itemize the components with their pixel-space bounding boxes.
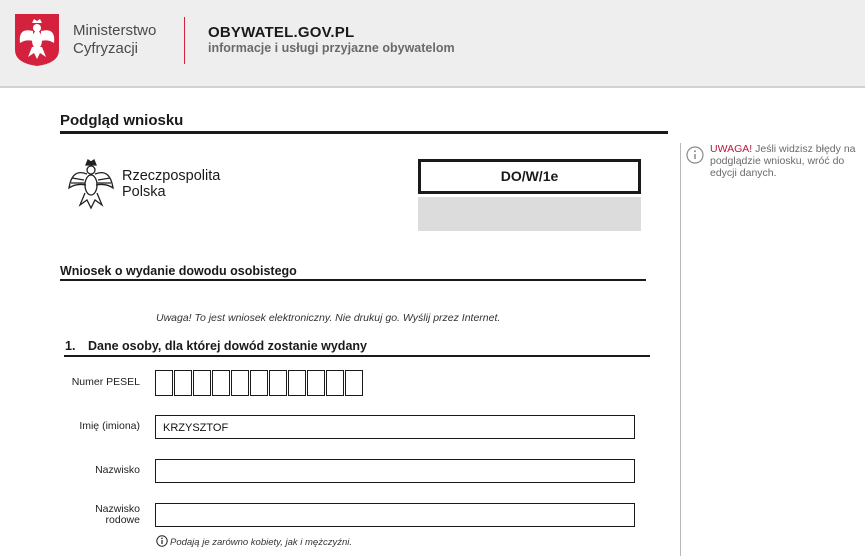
pesel-label: Numer PESEL — [71, 376, 140, 388]
surname-label: Nazwisko — [95, 464, 140, 476]
info-icon — [686, 146, 704, 164]
site-header — [0, 0, 865, 88]
polish-eagle-icon — [66, 156, 116, 210]
pesel-digit-box[interactable] — [174, 370, 192, 396]
warning-text: Jeśli widzisz błędy na podglądzie wniosku, wróć do edycji danych. — [710, 143, 856, 179]
family-name-hint: Podają je zarówno kobiety, jak i mężczyźni. — [170, 537, 352, 548]
family-name-field[interactable] — [155, 503, 635, 527]
section-title: Dane osoby, dla której dowód zostanie wydany — [88, 339, 367, 353]
sidebar-divider — [680, 143, 681, 556]
family-name-label: Nazwisko rodowe — [95, 503, 140, 526]
header-divider — [184, 17, 185, 64]
form-title-divider — [60, 279, 646, 281]
form-id-placeholder — [418, 197, 641, 231]
section-divider — [64, 355, 650, 357]
pesel-digit-box[interactable] — [326, 370, 344, 396]
first-names-field[interactable]: KRZYSZTOF — [155, 415, 635, 439]
form-title: Wniosek o wydanie dowodu osobistego — [60, 264, 297, 278]
info-icon — [156, 535, 168, 547]
pesel-digit-box[interactable] — [288, 370, 306, 396]
electronic-notice: Uwaga! To jest wniosek elektroniczny. Nie drukuj go. Wyślij przez Internet. — [156, 312, 501, 324]
pesel-digit-box[interactable] — [269, 370, 287, 396]
first-names-label: Imię (imiona) — [79, 420, 140, 432]
pesel-digit-box[interactable] — [212, 370, 230, 396]
ministry-name[interactable]: Ministerstwo Cyfryzacji — [73, 22, 157, 57]
pesel-digit-box[interactable] — [155, 370, 173, 396]
portal-subtitle: informacje i usługi przyjazne obywatelom — [208, 41, 455, 55]
pesel-digit-box[interactable] — [193, 370, 211, 396]
title-divider — [60, 131, 668, 134]
warning-label: UWAGA! — [710, 143, 753, 155]
country-name: Rzeczpospolita Polska — [122, 168, 221, 200]
form-code: DO/W/1e — [418, 159, 641, 194]
section-number: 1. — [65, 339, 76, 353]
polish-eagle-red-icon[interactable] — [14, 13, 60, 67]
pesel-digit-box[interactable] — [250, 370, 268, 396]
pesel-digit-box[interactable] — [345, 370, 363, 396]
portal-title[interactable]: OBYWATEL.GOV.PL — [208, 24, 355, 41]
preview-warning — [710, 143, 860, 179]
surname-field[interactable] — [155, 459, 635, 483]
pesel-digit-box[interactable] — [231, 370, 249, 396]
pesel-digit-box[interactable] — [307, 370, 325, 396]
page-title: Podgląd wniosku — [60, 112, 184, 129]
